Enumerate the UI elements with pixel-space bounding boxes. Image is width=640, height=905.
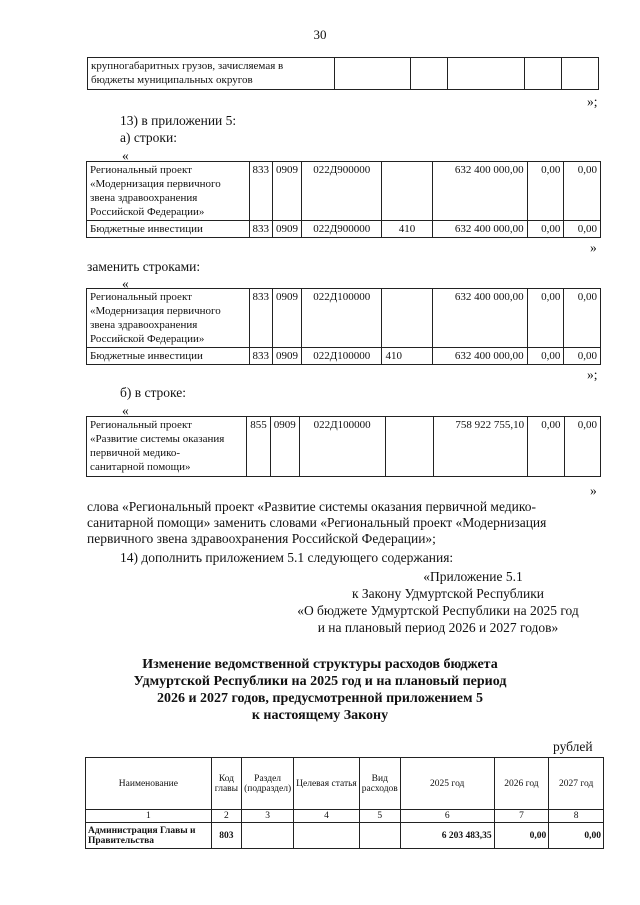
item-14: 14) дополнить приложением 5.1 следующего содержания: bbox=[120, 550, 454, 565]
page-number: 30 bbox=[313, 27, 327, 42]
table-a bbox=[86, 161, 601, 238]
close-quote: »; bbox=[587, 94, 598, 109]
close-quote: » bbox=[590, 483, 597, 498]
table-row: Бюджетные инвестиции 833 0909 022Д100000 410 632 400 000,00 0,00 0,00 bbox=[87, 348, 601, 365]
open-quote: « bbox=[122, 148, 129, 163]
table-row: Региональный проект «Развитие системы оказания первичной медико- санитарной помощи» 855 0909 022Д100000 758 922 755,10 0,00 0,00 bbox=[87, 417, 601, 477]
table-b bbox=[86, 288, 601, 365]
replace-with: заменить строками: bbox=[87, 259, 201, 274]
table-row: Бюджетные инвестиции 833 0909 022Д900000 410 632 400 000,00 0,00 0,00 bbox=[87, 221, 601, 238]
structure-table: Наименование Код главы Раздел (подраздел) Целевая статья Вид расходов 2025 год 2026 год 2027 год 1 2 3 4 5 6 7 8 Администрация Главы и Правительства 803 6 203 483,35 0,00 0,00 bbox=[85, 757, 604, 849]
top-table-name: крупногабаритных грузов, зачисляемая в бюджеты муниципальных округов bbox=[88, 58, 335, 90]
top-table bbox=[87, 57, 599, 90]
table-row: Региональный проект «Модернизация первичного звена здравоохранения Российской Федерации» 833 0909 022Д900000 632 400 000,00 0,00 0,00 bbox=[87, 162, 601, 221]
close-quote: » bbox=[590, 240, 597, 255]
currency-label: рублей bbox=[553, 739, 593, 754]
close-quote: »; bbox=[587, 367, 598, 382]
table-row: Региональный проект «Модернизация первичного звена здравоохранения Российской Федерации» 833 0909 022Д100000 632 400 000,00 0,00 0,00 bbox=[87, 289, 601, 348]
item-13a: а) строки: bbox=[120, 130, 177, 145]
item-b: б) в строке: bbox=[120, 385, 187, 400]
open-quote: « bbox=[122, 403, 129, 418]
paragraph: слова «Региональный проект «Развитие системы оказания первичной медико- санитарной помощи» заменить словами «Региональный проект «Модернизация первичного звена здравоохранения Российской Федерации»; bbox=[87, 499, 547, 546]
table-c bbox=[86, 416, 601, 477]
item-13: 13) в приложении 5: bbox=[120, 113, 237, 128]
open-quote: « bbox=[122, 276, 129, 291]
appendix-heading: «Приложение 5.1 к Закону Удмуртской Республики «О бюджете Удмуртской Республики на 2025 год и на плановый период 2026 и 2027 годов» bbox=[297, 569, 579, 635]
section-title: Изменение ведомственной структуры расходов бюджета Удмуртской Республики на 2025 год и на плановый период 2026 и 2027 годов, предусмотренной приложением 5 к настоящему Закону bbox=[133, 657, 507, 723]
table-row: Администрация Главы и Правительства 803 6 203 483,35 0,00 0,00 bbox=[86, 823, 604, 849]
